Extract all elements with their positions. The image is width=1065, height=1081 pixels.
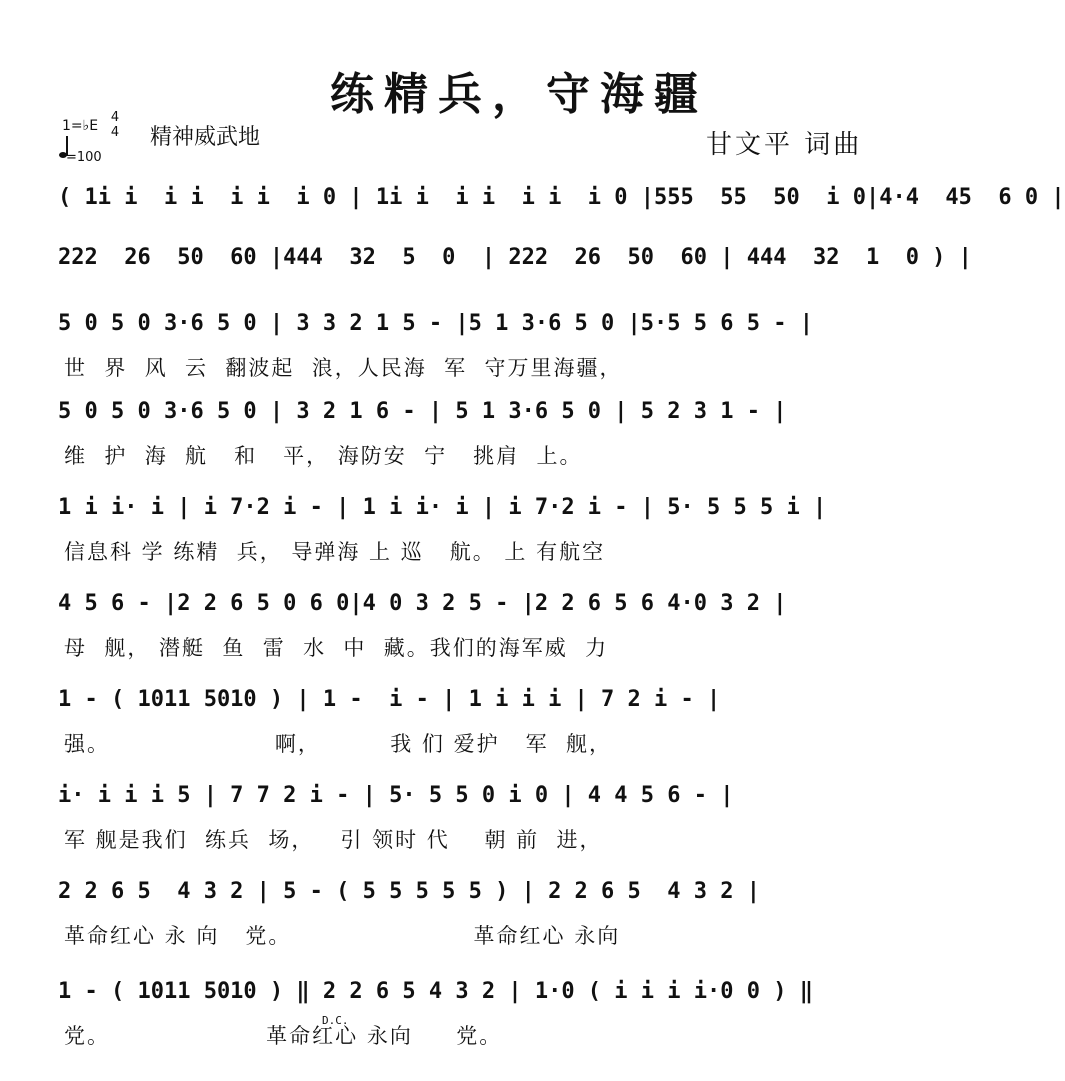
meter-top: 4 bbox=[110, 110, 120, 125]
notation-line: 1 - ( 1011 5010 ) | 1 - i - | 1 i i i | 7 2 i - | bbox=[58, 680, 884, 720]
notation-line: 1 i i· i | i 7·2 i - | 1 i i· i | i 7·2 i - | 5· 5 5 5 i | bbox=[58, 488, 884, 528]
lyrics-line: 母 舰， 潜艇 鱼 雷 水 中 藏。我们的海军威 力 bbox=[64, 636, 609, 660]
notation-line: 1 - ( 1011 5010 ) ‖ 2 2 6 5 4 3 2 | 1·0 ( i i i i·0 0 ) ‖ bbox=[58, 972, 884, 1012]
notation-line: 5 0 5 0 3·6 5 0 | 3 3 2 1 5 - |5 1 3·6 5 0 |5·5 5 6 5 - | bbox=[58, 304, 884, 344]
lyrics-line: 信息科 学 练精 兵， 导弹海 上 巡 航。 上 有航空 bbox=[64, 540, 606, 564]
lyrics-line: 军 舰是我们 练兵 场， 引 领时 代 朝 前 进， bbox=[64, 828, 603, 852]
time-signature bbox=[108, 110, 122, 140]
notation-line: 5 0 5 0 3·6 5 0 | 3 2 1 6 - | 5 1 3·6 5 0 | 5 2 3 1 - | bbox=[58, 392, 884, 432]
notation-line: 4 5 6 - |2 2 6 5 0 6 0|4 0 3 2 5 - |2 2 6 5 6 4·0 3 2 | bbox=[58, 584, 884, 624]
da-capo-mark: D.C. bbox=[322, 1014, 349, 1027]
lyrics-line: 强。 啊， 我 们 爱护 军 舰， bbox=[64, 732, 612, 756]
composer-credit: 甘文平 词曲 bbox=[706, 130, 863, 160]
notation-line: 222 26 50 60 |444 32 5 0 | 222 26 50 60 | 444 32 1 0 ) | bbox=[58, 238, 884, 278]
expression-marking: 精神威武地 bbox=[150, 125, 261, 150]
lyrics-line: 革命红心 永 向 党。 革命红心 永向 bbox=[64, 924, 621, 948]
lyrics-line: 党。 革命红心 永向 党。 bbox=[64, 1024, 503, 1048]
song-title: 练精兵，守海疆 bbox=[330, 69, 708, 120]
notation-line: 2 2 6 5 4 3 2 | 5 - ( 5 5 5 5 5 ) | 2 2 6 5 4 3 2 | bbox=[58, 872, 884, 912]
notation-line: ( 1i i i i i i i 0 | 1i i i i i i i 0 |555 55 50 i 0|4·4 45 6 0 | bbox=[58, 178, 884, 218]
notation-line: i· i i i 5 | 7 7 2 i - | 5· 5 5 0 i 0 | 4 4 5 6 - | bbox=[58, 776, 884, 816]
lyrics-line: 维 护 海 航 和 平， 海防安 宁 挑肩 上。 bbox=[64, 444, 583, 468]
lyrics-line: 世 界 风 云 翻波起 浪，人民海 军 守万里海疆， bbox=[64, 356, 623, 380]
key-signature: 1=♭E bbox=[62, 118, 99, 134]
meter-bottom: 4 bbox=[110, 125, 120, 140]
tempo-marking: =100 bbox=[66, 150, 102, 165]
